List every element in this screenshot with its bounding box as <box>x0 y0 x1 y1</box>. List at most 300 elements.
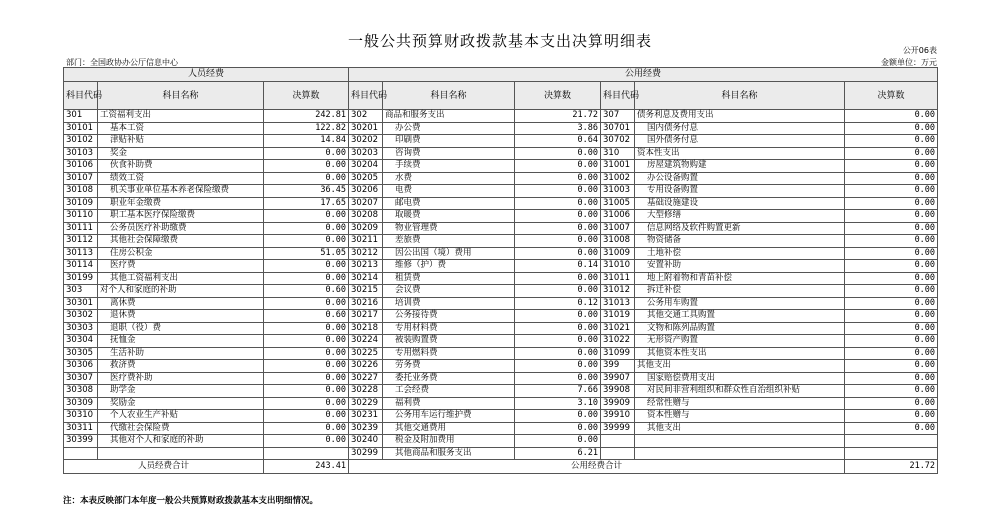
code-cell: 30225 <box>349 347 383 360</box>
code-cell: 30212 <box>349 247 383 260</box>
form-number: 公开06表 <box>902 46 937 55</box>
name-cell: 资本性赠与 <box>635 410 845 423</box>
footnote: 注：本表反映部门本年度一般公共预算财政拨款基本支出明细情况。 <box>63 496 319 506</box>
table-row <box>64 410 938 423</box>
amount-cell: 51.05 <box>264 247 349 260</box>
name-cell: 租赁费 <box>383 272 515 285</box>
code-cell: 39909 <box>601 397 635 410</box>
code-cell: 30102 <box>64 135 98 148</box>
name-cell: 医疗费补助 <box>98 372 264 385</box>
table-row <box>64 435 938 448</box>
table-row <box>64 147 938 160</box>
table-row <box>64 335 938 348</box>
code-cell: 39908 <box>601 385 635 398</box>
name-cell: 差旅费 <box>383 235 515 248</box>
amount-cell: 0.00 <box>264 222 349 235</box>
code-cell: 303 <box>64 285 98 298</box>
code-cell: 31008 <box>601 235 635 248</box>
name-cell: 奖金 <box>98 147 264 160</box>
amount-cell: 0.00 <box>264 235 349 248</box>
name-cell: 培训费 <box>383 297 515 310</box>
name-cell: 信息网络及软件购置更新 <box>635 222 845 235</box>
name-cell: 委托业务费 <box>383 372 515 385</box>
amount-cell: 0.00 <box>515 272 601 285</box>
amount-cell: 0.00 <box>515 147 601 160</box>
name-cell: 电费 <box>383 185 515 198</box>
code-cell: 30199 <box>64 272 98 285</box>
table-row <box>64 210 938 223</box>
col-header-code: 科目代码 <box>64 82 98 110</box>
amount-cell: 242.81 <box>264 110 349 123</box>
code-cell: 30301 <box>64 297 98 310</box>
code-cell: 31021 <box>601 322 635 335</box>
code-cell: 30211 <box>349 235 383 248</box>
name-cell: 伙食补助费 <box>98 160 264 173</box>
expenditure-table <box>63 67 938 474</box>
name-cell: 手续费 <box>383 160 515 173</box>
name-cell: 津贴补贴 <box>98 135 264 148</box>
code-cell: 30207 <box>349 197 383 210</box>
amount-cell: 6.21 <box>515 447 601 460</box>
code-cell: 30213 <box>349 260 383 273</box>
name-cell: 退职（役）费 <box>98 322 264 335</box>
table-row <box>64 447 938 460</box>
name-cell <box>635 435 845 448</box>
code-cell: 39999 <box>601 422 635 435</box>
amount-cell: 3.10 <box>515 397 601 410</box>
amount-cell: 0.00 <box>845 335 938 348</box>
amount-cell: 0.00 <box>845 410 938 423</box>
name-cell: 助学金 <box>98 385 264 398</box>
code-cell: 307 <box>601 110 635 123</box>
code-cell: 30114 <box>64 260 98 273</box>
table-row <box>64 397 938 410</box>
code-cell: 30701 <box>601 122 635 135</box>
code-cell: 30214 <box>349 272 383 285</box>
public-total-value: 21.72 <box>845 460 938 474</box>
amount-cell: 0.00 <box>845 222 938 235</box>
name-cell <box>98 447 264 460</box>
code-cell: 30399 <box>64 435 98 448</box>
table-row <box>64 247 938 260</box>
col-header-code: 科目代码 <box>601 82 635 110</box>
amount-cell: 0.00 <box>264 347 349 360</box>
name-cell: 税金及附加费用 <box>383 435 515 448</box>
name-cell: 水费 <box>383 172 515 185</box>
public-section-header: 公用经费 <box>349 68 938 82</box>
table-row <box>64 297 938 310</box>
amount-cell: 0.00 <box>264 422 349 435</box>
amount-cell: 0.00 <box>264 297 349 310</box>
name-cell: 其他工资福利支出 <box>98 272 264 285</box>
name-cell: 劳务费 <box>383 360 515 373</box>
code-cell: 30299 <box>349 447 383 460</box>
personnel-section-header: 人员经费 <box>64 68 349 82</box>
amount-cell: 0.00 <box>845 197 938 210</box>
name-cell: 其他对个人和家庭的补助 <box>98 435 264 448</box>
amount-cell: 0.00 <box>515 410 601 423</box>
code-cell: 310 <box>601 147 635 160</box>
table-row <box>64 122 938 135</box>
name-cell: 基础设施建设 <box>635 197 845 210</box>
col-header-name: 科目名称 <box>383 82 515 110</box>
table-row <box>64 260 938 273</box>
amount-cell: 0.00 <box>845 297 938 310</box>
code-cell: 30227 <box>349 372 383 385</box>
name-cell: 地上附着物和青苗补偿 <box>635 272 845 285</box>
name-cell: 物业管理费 <box>383 222 515 235</box>
name-cell: 物资储备 <box>635 235 845 248</box>
table-row <box>64 310 938 323</box>
code-cell: 30306 <box>64 360 98 373</box>
code-cell: 31009 <box>601 247 635 260</box>
amount-cell: 0.00 <box>264 260 349 273</box>
code-cell: 30203 <box>349 147 383 160</box>
code-cell: 30304 <box>64 335 98 348</box>
name-cell: 办公费 <box>383 122 515 135</box>
name-cell: 生活补助 <box>98 347 264 360</box>
name-cell: 国家赔偿费用支出 <box>635 372 845 385</box>
name-cell: 职业年金缴费 <box>98 197 264 210</box>
name-cell: 对民间非营利组织和群众性自治组织补贴 <box>635 385 845 398</box>
amount-cell: 0.00 <box>845 147 938 160</box>
code-cell: 30109 <box>64 197 98 210</box>
code-cell: 30218 <box>349 322 383 335</box>
name-cell: 文物和陈列品购置 <box>635 322 845 335</box>
col-header-amount: 决算数 <box>845 82 938 110</box>
name-cell: 公务用车购置 <box>635 297 845 310</box>
code-cell: 30228 <box>349 385 383 398</box>
amount-cell: 0.00 <box>264 385 349 398</box>
code-cell: 30231 <box>349 410 383 423</box>
name-cell: 公务用车运行维护费 <box>383 410 515 423</box>
report-title: 一般公共预算财政拨款基本支出决算明细表 <box>347 32 652 50</box>
amount-cell: 0.00 <box>264 147 349 160</box>
name-cell: 土地补偿 <box>635 247 845 260</box>
amount-cell: 0.00 <box>515 335 601 348</box>
amount-cell: 0.00 <box>845 422 938 435</box>
name-cell: 其他支出 <box>635 422 845 435</box>
amount-cell: 0.00 <box>845 235 938 248</box>
name-cell: 福利费 <box>383 397 515 410</box>
code-cell: 30308 <box>64 385 98 398</box>
amount-cell: 0.00 <box>845 260 938 273</box>
code-cell: 30307 <box>64 372 98 385</box>
amount-cell <box>845 435 938 448</box>
name-cell: 工资福利支出 <box>98 110 264 123</box>
name-cell: 被装购置费 <box>383 335 515 348</box>
table-row <box>64 285 938 298</box>
amount-cell: 0.00 <box>845 210 938 223</box>
name-cell: 机关事业单位基本养老保险缴费 <box>98 185 264 198</box>
amount-cell: 0.00 <box>264 397 349 410</box>
amount-cell: 0.00 <box>264 410 349 423</box>
table-row <box>64 272 938 285</box>
name-cell: 国外债务付息 <box>635 135 845 148</box>
name-cell: 维修（护）费 <box>383 260 515 273</box>
department-label: 部门：全国政协办公厅信息中心 <box>66 58 178 67</box>
code-cell: 30202 <box>349 135 383 148</box>
amount-cell: 3.86 <box>515 122 601 135</box>
table-row <box>64 372 938 385</box>
code-cell: 31099 <box>601 347 635 360</box>
table-row <box>64 235 938 248</box>
name-cell: 房屋建筑物购建 <box>635 160 845 173</box>
amount-cell: 0.00 <box>515 185 601 198</box>
name-cell: 会议费 <box>383 285 515 298</box>
amount-cell: 0.00 <box>515 235 601 248</box>
table-row <box>64 135 938 148</box>
amount-cell: 36.45 <box>264 185 349 198</box>
amount-cell: 0.00 <box>264 210 349 223</box>
amount-cell: 0.00 <box>515 197 601 210</box>
name-cell: 工会经费 <box>383 385 515 398</box>
name-cell: 奖励金 <box>98 397 264 410</box>
code-cell: 31006 <box>601 210 635 223</box>
amount-cell: 0.00 <box>515 322 601 335</box>
amount-cell: 14.84 <box>264 135 349 148</box>
table-row <box>64 385 938 398</box>
table-row <box>64 347 938 360</box>
name-cell: 办公设备购置 <box>635 172 845 185</box>
code-cell: 30311 <box>64 422 98 435</box>
code-cell: 30216 <box>349 297 383 310</box>
col-header-amount: 决算数 <box>515 82 601 110</box>
code-cell: 31019 <box>601 310 635 323</box>
amount-cell: 0.00 <box>845 122 938 135</box>
code-cell: 30201 <box>349 122 383 135</box>
amount-cell: 0.00 <box>515 372 601 385</box>
amount-cell: 0.00 <box>845 185 938 198</box>
code-cell <box>601 447 635 460</box>
amount-cell: 0.64 <box>515 135 601 148</box>
amount-cell: 0.00 <box>515 160 601 173</box>
name-cell: 个人农业生产补贴 <box>98 410 264 423</box>
code-cell: 30305 <box>64 347 98 360</box>
name-cell: 公务员医疗补助缴费 <box>98 222 264 235</box>
amount-cell: 0.00 <box>264 360 349 373</box>
name-cell: 邮电费 <box>383 197 515 210</box>
amount-cell: 0.00 <box>845 385 938 398</box>
personnel-total-value: 243.41 <box>264 460 349 474</box>
amount-cell: 0.00 <box>845 397 938 410</box>
amount-cell: 0.00 <box>845 247 938 260</box>
name-cell: 印刷费 <box>383 135 515 148</box>
amount-cell: 0.00 <box>515 222 601 235</box>
code-cell: 30303 <box>64 322 98 335</box>
table-row <box>64 322 938 335</box>
name-cell: 咨询费 <box>383 147 515 160</box>
code-cell: 30215 <box>349 285 383 298</box>
table-row <box>64 185 938 198</box>
amount-cell: 0.00 <box>845 110 938 123</box>
amount-cell: 0.00 <box>515 285 601 298</box>
code-cell: 30204 <box>349 160 383 173</box>
personnel-total-label: 人员经费合计 <box>64 460 264 474</box>
name-cell: 基本工资 <box>98 122 264 135</box>
code-cell: 31013 <box>601 297 635 310</box>
name-cell: 绩效工资 <box>98 172 264 185</box>
code-cell: 30108 <box>64 185 98 198</box>
amount-cell: 0.00 <box>845 172 938 185</box>
name-cell: 安置补助 <box>635 260 845 273</box>
code-cell: 31011 <box>601 272 635 285</box>
name-cell: 因公出国（境）费用 <box>383 247 515 260</box>
name-cell: 商品和服务支出 <box>383 110 515 123</box>
code-cell <box>601 435 635 448</box>
name-cell: 退休费 <box>98 310 264 323</box>
table-row <box>64 360 938 373</box>
code-cell: 30112 <box>64 235 98 248</box>
code-cell: 30205 <box>349 172 383 185</box>
name-cell: 公务接待费 <box>383 310 515 323</box>
amount-cell: 0.12 <box>515 297 601 310</box>
name-cell: 对个人和家庭的补助 <box>98 285 264 298</box>
col-header-code: 科目代码 <box>349 82 383 110</box>
code-cell: 30101 <box>64 122 98 135</box>
code-cell: 30111 <box>64 222 98 235</box>
code-cell: 30302 <box>64 310 98 323</box>
code-cell: 31022 <box>601 335 635 348</box>
name-cell: 救济费 <box>98 360 264 373</box>
name-cell: 代缴社会保险费 <box>98 422 264 435</box>
table-row <box>64 160 938 173</box>
name-cell: 专用燃料费 <box>383 347 515 360</box>
name-cell: 其他资本性支出 <box>635 347 845 360</box>
table-row <box>64 197 938 210</box>
code-cell: 39910 <box>601 410 635 423</box>
name-cell: 大型修缮 <box>635 210 845 223</box>
amount-cell: 17.65 <box>264 197 349 210</box>
table-row <box>64 222 938 235</box>
amount-cell: 0.14 <box>515 260 601 273</box>
code-cell: 302 <box>349 110 383 123</box>
code-cell <box>64 447 98 460</box>
amount-cell: 0.00 <box>515 435 601 448</box>
code-cell: 31003 <box>601 185 635 198</box>
public-total-label: 公用经费合计 <box>349 460 845 474</box>
name-cell: 离休费 <box>98 297 264 310</box>
amount-cell: 0.00 <box>264 335 349 348</box>
code-cell: 30239 <box>349 422 383 435</box>
amount-cell: 0.00 <box>515 347 601 360</box>
amount-cell: 0.60 <box>264 285 349 298</box>
col-header-name: 科目名称 <box>98 82 264 110</box>
name-cell: 国内债务付息 <box>635 122 845 135</box>
code-cell: 31001 <box>601 160 635 173</box>
amount-cell: 0.00 <box>515 172 601 185</box>
amount-cell: 0.00 <box>845 135 938 148</box>
code-cell: 39907 <box>601 372 635 385</box>
name-cell: 资本性支出 <box>635 147 845 160</box>
amount-cell: 7.66 <box>515 385 601 398</box>
amount-cell: 0.00 <box>515 422 601 435</box>
amount-cell: 0.00 <box>845 347 938 360</box>
code-cell: 30209 <box>349 222 383 235</box>
col-header-name: 科目名称 <box>635 82 845 110</box>
amount-cell: 0.00 <box>264 272 349 285</box>
name-cell: 无形资产购置 <box>635 335 845 348</box>
code-cell: 30240 <box>349 435 383 448</box>
code-cell: 301 <box>64 110 98 123</box>
name-cell: 取暖费 <box>383 210 515 223</box>
table-body <box>64 110 938 460</box>
code-cell: 30208 <box>349 210 383 223</box>
name-cell: 医疗费 <box>98 260 264 273</box>
code-cell: 31012 <box>601 285 635 298</box>
amount-cell: 0.00 <box>845 285 938 298</box>
amount-cell: 0.00 <box>264 172 349 185</box>
amount-cell: 0.00 <box>845 360 938 373</box>
name-cell: 经常性赠与 <box>635 397 845 410</box>
amount-cell: 0.00 <box>264 160 349 173</box>
code-cell: 30217 <box>349 310 383 323</box>
amount-cell: 0.00 <box>515 360 601 373</box>
amount-cell: 0.00 <box>845 272 938 285</box>
name-cell: 其他交通费用 <box>383 422 515 435</box>
amount-cell: 0.00 <box>515 247 601 260</box>
name-cell: 住房公积金 <box>98 247 264 260</box>
code-cell: 30309 <box>64 397 98 410</box>
code-cell: 31010 <box>601 260 635 273</box>
name-cell: 专用材料费 <box>383 322 515 335</box>
code-cell: 399 <box>601 360 635 373</box>
code-cell: 30106 <box>64 160 98 173</box>
amount-cell: 0.00 <box>264 322 349 335</box>
name-cell: 职工基本医疗保险缴费 <box>98 210 264 223</box>
amount-cell: 0.00 <box>845 372 938 385</box>
amount-cell <box>845 447 938 460</box>
amount-cell: 0.00 <box>515 310 601 323</box>
code-cell: 30103 <box>64 147 98 160</box>
name-cell: 其他商品和服务支出 <box>383 447 515 460</box>
code-cell: 30110 <box>64 210 98 223</box>
amount-cell: 0.00 <box>845 310 938 323</box>
code-cell: 31005 <box>601 197 635 210</box>
code-cell: 31007 <box>601 222 635 235</box>
code-cell: 31002 <box>601 172 635 185</box>
unit-label: 金额单位：万元 <box>881 58 937 67</box>
name-cell <box>635 447 845 460</box>
code-cell: 30113 <box>64 247 98 260</box>
amount-cell <box>264 447 349 460</box>
table-row <box>64 172 938 185</box>
code-cell: 30702 <box>601 135 635 148</box>
amount-cell: 0.60 <box>264 310 349 323</box>
col-header-amount: 决算数 <box>264 82 349 110</box>
name-cell: 抚恤金 <box>98 335 264 348</box>
amount-cell: 122.82 <box>264 122 349 135</box>
name-cell: 其他支出 <box>635 360 845 373</box>
code-cell: 30226 <box>349 360 383 373</box>
amount-cell: 0.00 <box>515 210 601 223</box>
code-cell: 30229 <box>349 397 383 410</box>
amount-cell: 0.00 <box>264 372 349 385</box>
name-cell: 专用设备购置 <box>635 185 845 198</box>
code-cell: 30224 <box>349 335 383 348</box>
table-row <box>64 422 938 435</box>
amount-cell: 0.00 <box>845 322 938 335</box>
amount-cell: 21.72 <box>515 110 601 123</box>
name-cell: 其他社会保障缴费 <box>98 235 264 248</box>
amount-cell: 0.00 <box>845 160 938 173</box>
name-cell: 拆迁补偿 <box>635 285 845 298</box>
name-cell: 债务利息及费用支出 <box>635 110 845 123</box>
table-row <box>64 110 938 123</box>
code-cell: 30310 <box>64 410 98 423</box>
code-cell: 30206 <box>349 185 383 198</box>
name-cell: 其他交通工具购置 <box>635 310 845 323</box>
